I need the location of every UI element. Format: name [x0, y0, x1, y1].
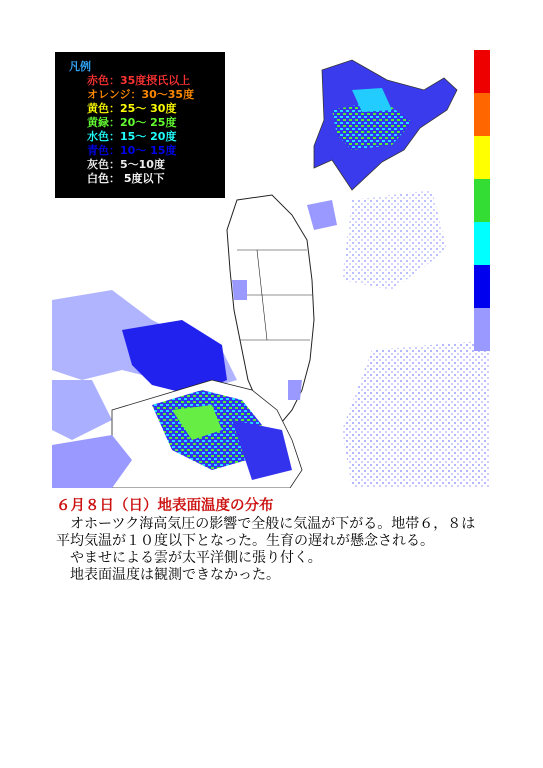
caption-paragraph-1: オホーツク海高気圧の影響で全般に気温が下がる。地帯６，８は平均気温が１０度以下となった。生育の遅れが懸念される。 — [56, 516, 476, 549]
legend-item: 黄緑：20～ 25度 — [87, 116, 177, 129]
legend-item: 赤色：35度摂氏以上 — [87, 74, 191, 87]
hokkaido — [314, 60, 457, 190]
color-scale-swatch — [474, 93, 490, 136]
color-scale-swatch — [474, 308, 490, 351]
pacific-cloud-area — [307, 190, 490, 488]
caption-block — [56, 498, 476, 584]
legend-item: 青色：10～ 15度 — [87, 144, 177, 157]
color-scale-bar — [474, 50, 490, 361]
legend-item: 灰色：5～10度 — [87, 158, 165, 171]
color-scale-swatch — [474, 265, 490, 308]
legend-item: 黄色：25～ 30度 — [87, 102, 177, 115]
legend-title: 凡例 — [69, 60, 91, 73]
color-scale-swatch — [474, 179, 490, 222]
color-scale-swatch — [474, 50, 490, 93]
legend-item: 白色： 5度以下 — [87, 172, 165, 185]
color-scale-swatch — [474, 136, 490, 179]
legend-item: オレンジ：30～35度 — [87, 88, 195, 101]
legend-item: 水色：15～ 20度 — [87, 130, 177, 143]
color-scale-swatch — [474, 222, 490, 265]
caption-paragraph-2: やませによる雲が太平洋側に張り付く。 — [70, 550, 322, 566]
map-legend — [55, 52, 225, 198]
caption-paragraph-3: 地表面温度は観測できなかった。 — [70, 567, 280, 583]
caption-heading: ６月８日（日）地表面温度の分布 — [56, 498, 274, 514]
